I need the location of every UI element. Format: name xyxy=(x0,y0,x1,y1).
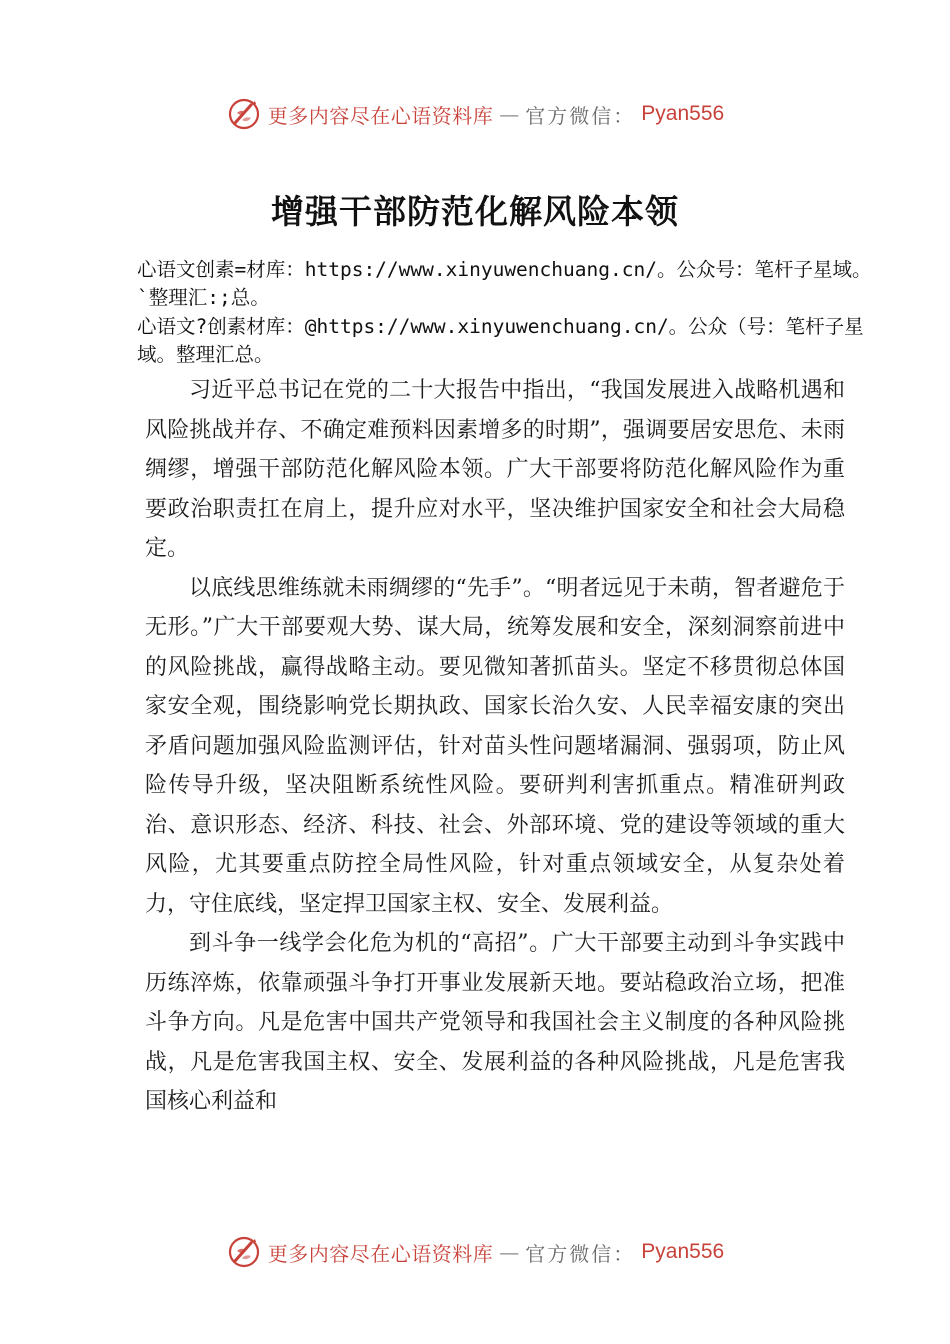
banner-wechat-id: Pyan556 xyxy=(641,1240,725,1263)
brush-logo-icon xyxy=(226,96,262,132)
banner-slogan: 更多内容尽在心语资料库 xyxy=(267,103,494,128)
paragraph-3: 到斗争一线学会化危为机的“高招”。广大干部要主动到斗争实践中历练淬炼，依靠顽强斗争打开事业发展新天地。要站稳政治立场，把准斗争方向。凡是危害中国共产党领导和我国社会主义制度的各种风险挑战，凡是危害我国主权、安全、发展利益的各种风险挑战，凡是危害我国核心利益和 xyxy=(145,931,845,1114)
source-line-1: 心语文创素=材库：https://www.xinyuwenchuang.cn/。公众号：笔杆子星域。`整理汇:;总。 xyxy=(137,258,872,309)
banner-dash: — xyxy=(499,1240,520,1264)
banner-wechat-label: 官方微信： xyxy=(525,103,636,128)
source-line-2: 心语文?创素材库：@https://www.xinyuwenchuang.cn/。公众（号：笔杆子星域。整理汇总。 xyxy=(137,315,864,366)
paragraph-2: 以底线思维练就未雨绸缪的“先手”。“明者远见于未萌，智者避危于无形。”广大干部要观大势、谋大局，统筹发展和安全，深刻洞察前进中的风险挑战，赢得战略主动。要见微知著抓苗头。坚定不移贯彻总体国家安全观，围绕影响党长期执政、国家长治久安、人民幸福安康的突出矛盾问题加强风险监测评估，针对苗头性问题堵漏洞、强弱项，防止风险传导升级，坚决阻断系统性风险。要研判利害抓重点。精准研判政治、意识形态、经济、科技、社会、外部环境、党的建设等领域的重大风险，尤其要重点防控全局性风险，针对重点领域安全，从复杂处着力，守住底线，坚定捍卫国家主权、安全、发展利益。 xyxy=(145,575,845,917)
document-title: 增强干部防范化解风险本领 xyxy=(271,192,679,231)
banner-slogan: 更多内容尽在心语资料库 xyxy=(267,1241,494,1266)
brush-logo-icon xyxy=(226,1234,262,1270)
banner-wechat-label: 官方微信： xyxy=(525,1241,636,1266)
banner-wechat-id: Pyan556 xyxy=(641,102,725,125)
header-banner xyxy=(0,92,950,136)
document-body xyxy=(145,371,845,1122)
banner-dash: — xyxy=(499,102,520,126)
footer-banner xyxy=(0,1230,950,1274)
paragraph-1: 习近平总书记在党的二十大报告中指出，“我国发展进入战略机遇和风险挑战并存、不确定难预料因素增多的时期”，强调要居安思危、未雨绸缪，增强干部防范化解风险本领。广大干部要将防范化解风险作为重要政治职责扛在肩上，提升应对水平，坚决维护国家安全和社会大局稳定。 xyxy=(145,378,845,561)
